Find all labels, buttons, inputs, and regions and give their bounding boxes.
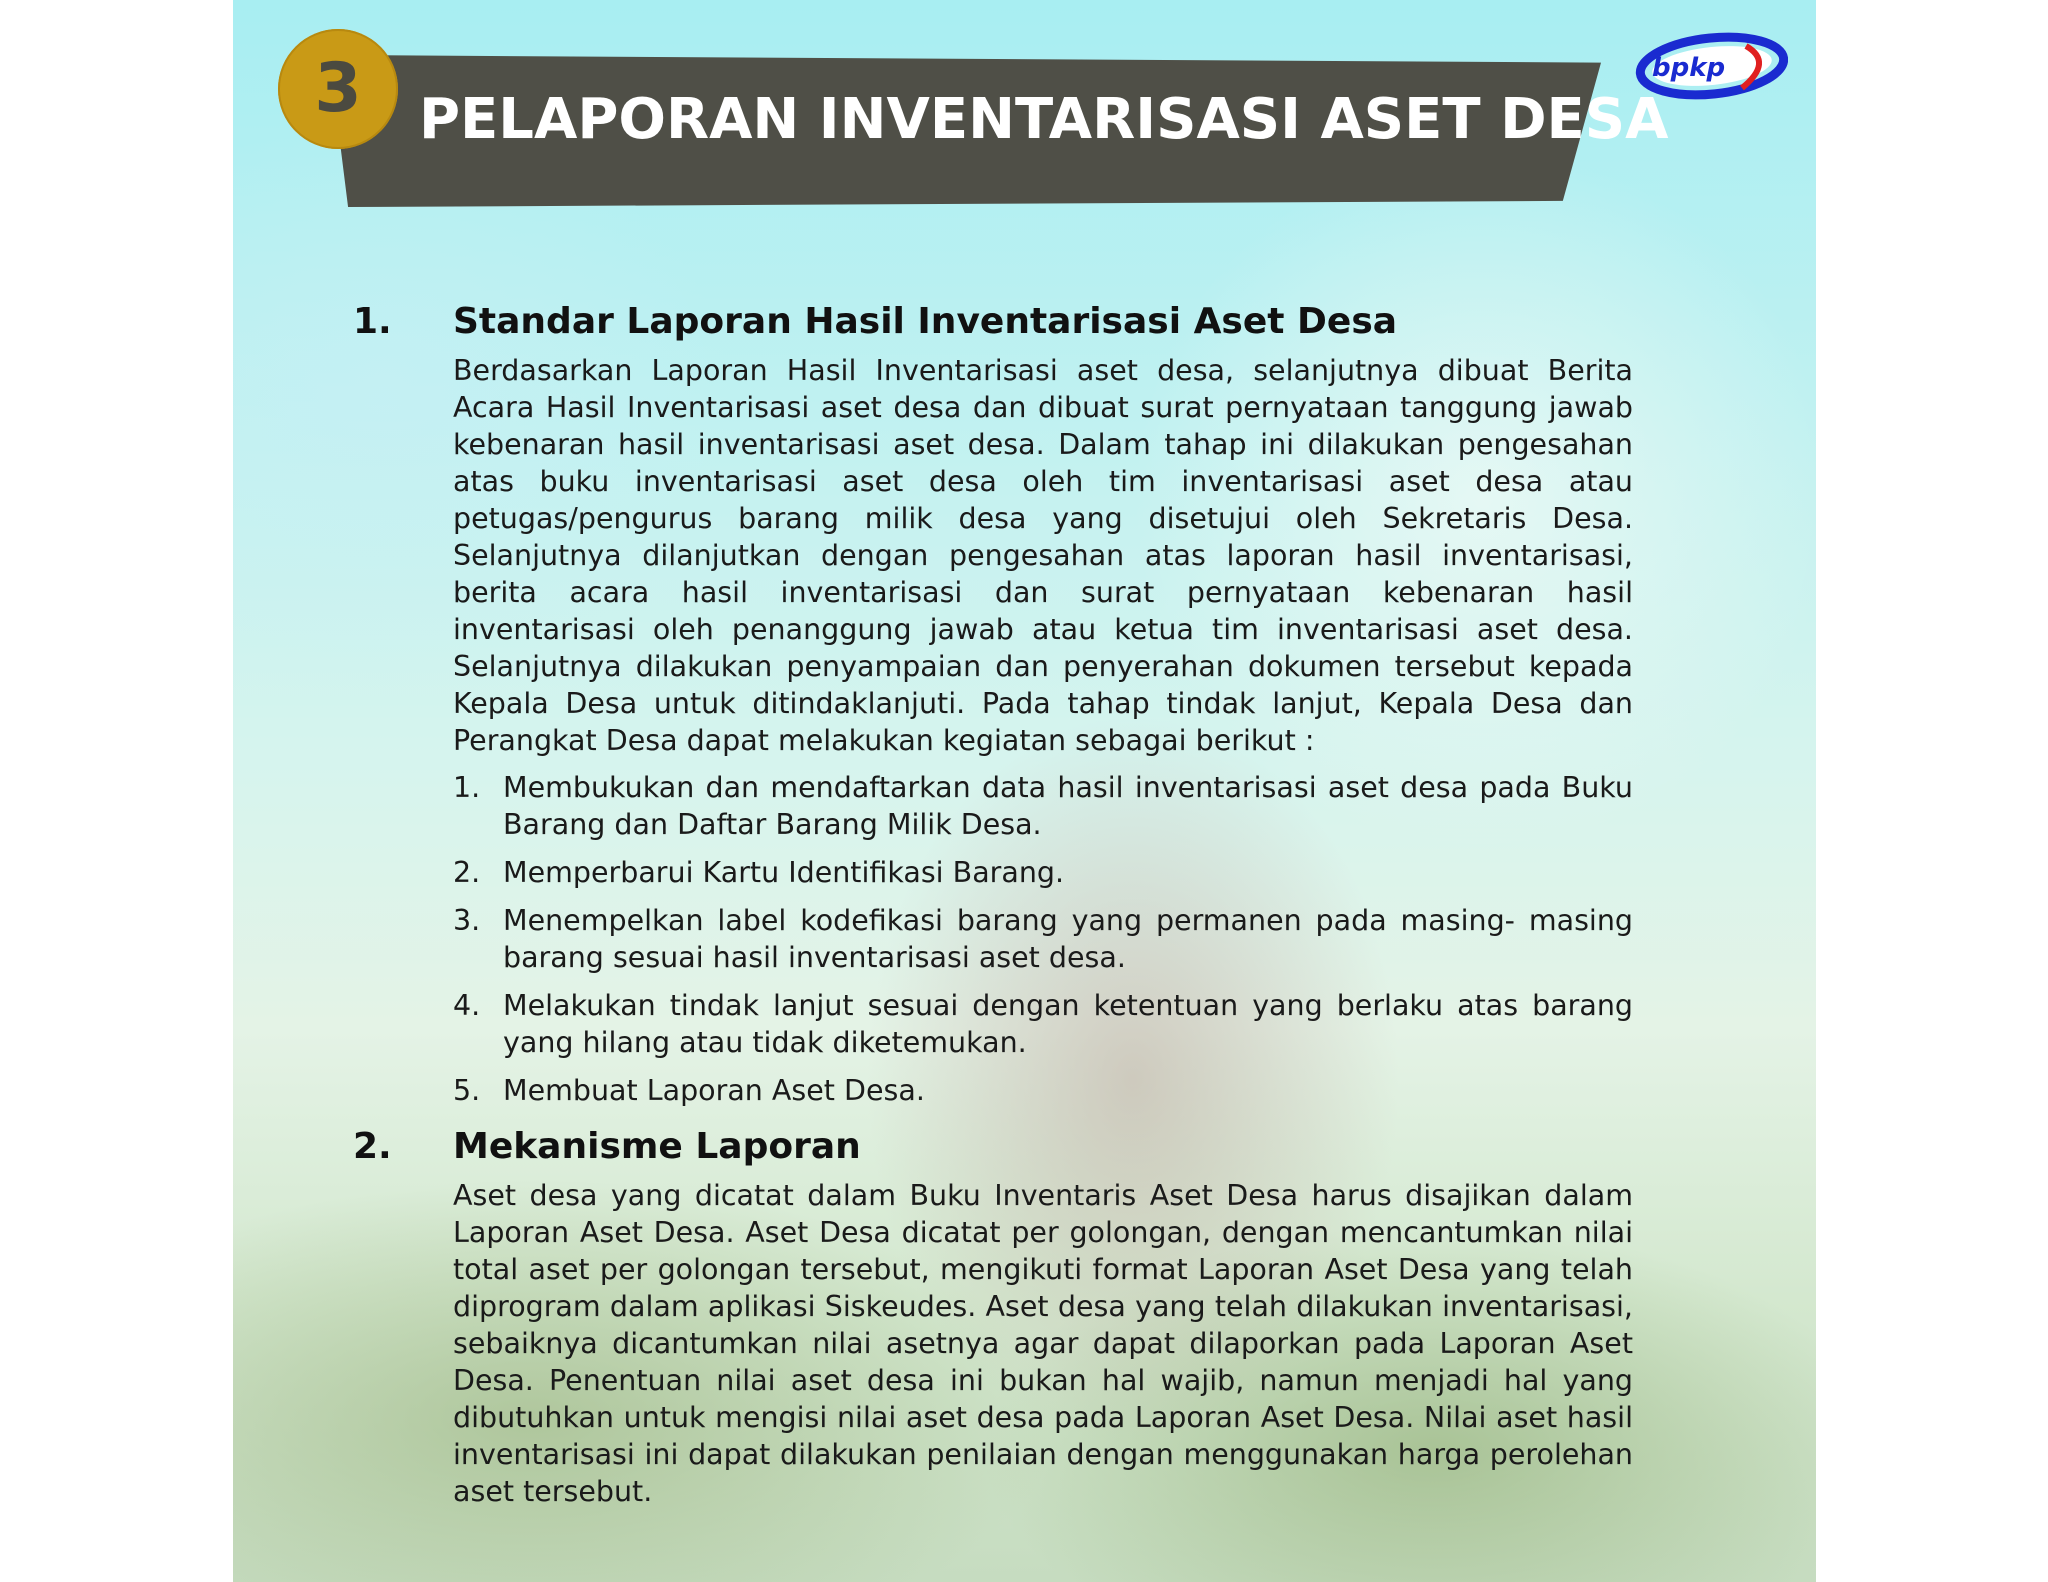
logo-text: bpkp — [1652, 53, 1726, 83]
list-item — [453, 854, 1633, 891]
chapter-badge: 3 — [278, 29, 398, 149]
section-mekanisme-laporan — [353, 1123, 1633, 1510]
list-item-text: Menempelkan label kodefikasi barang yang permanen pada masing- masing barang sesuai hasil inventarisasi aset desa. — [503, 904, 1633, 974]
section-heading — [353, 298, 1633, 348]
section-title: Mekanisme Laporan — [453, 1126, 861, 1167]
section-number: 1. — [353, 301, 392, 342]
section-title: Standar Laporan Hasil Inventarisasi Aset Desa — [453, 301, 1398, 342]
list-item-number: 5. — [453, 1074, 481, 1107]
section-standar-laporan — [353, 298, 1633, 1109]
steps-list — [453, 769, 1633, 1109]
list-item — [453, 902, 1633, 976]
section-paragraph: Berdasarkan Laporan Hasil Inventarisasi aset desa, selanjutnya dibuat Berita Acara Hasil Inventarisasi aset desa dan dibuat surat pernyataan tanggung jawab kebenaran hasil inventarisasi aset desa. Dalam tahap ini dilakukan pengesahan atas buku inventarisasi aset desa oleh tim inventarisasi aset desa atau petugas/pengurus barang milik desa yang disetujui oleh Sekretaris Desa. Selanjutnya dilanjutkan dengan pengesahan atas laporan hasil inventarisasi, berita acara hasil inventarisasi dan surat pernyataan kebenaran hasil inventarisasi oleh penanggung jawab atau ketua tim inventarisasi aset desa. Selanjutnya dilakukan penyampaian dan penyerahan dokumen tersebut kepada Kepala Desa untuk ditindaklanjuti. Pada tahap tindak lanjut, Kepala Desa dan Perangkat Desa dapat melakukan kegiatan sebagai berikut : — [453, 354, 1633, 757]
bpkp-logo-icon — [1634, 32, 1788, 100]
document-page — [233, 0, 1816, 1582]
list-item-text: Membuat Laporan Aset Desa. — [503, 1074, 925, 1107]
list-item-text: Melakukan tindak lanjut sesuai dengan ketentuan yang berlaku atas barang yang hilang atau tidak diketemukan. — [503, 989, 1633, 1059]
list-item-number: 2. — [453, 856, 481, 889]
list-item — [453, 987, 1633, 1061]
main-content — [353, 298, 1633, 1510]
list-item-text: Memperbarui Kartu Identifikasi Barang. — [503, 856, 1065, 889]
list-item-text: Membukukan dan mendaftarkan data hasil inventarisasi aset desa pada Buku Barang dan Daftar Barang Milik Desa. — [503, 771, 1633, 841]
list-item — [453, 769, 1633, 843]
section-number: 2. — [353, 1126, 392, 1167]
list-item — [453, 1072, 1633, 1109]
list-item-number: 3. — [453, 904, 481, 937]
page-title: PELAPORAN INVENTARISASI ASET DESA — [419, 87, 1669, 152]
list-item-number: 4. — [453, 989, 481, 1022]
section-heading — [353, 1123, 1633, 1173]
list-item-number: 1. — [453, 771, 481, 804]
section-paragraph: Aset desa yang dicatat dalam Buku Inventaris Aset Desa harus disajikan dalam Laporan Aset Desa. Aset Desa dicatat per golongan, dengan mencantumkan nilai total aset per golongan tersebut, mengikuti format Laporan Aset Desa yang telah diprogram dalam aplikasi Siskeudes. Aset desa yang telah dilakukan inventarisasi, sebaiknya dicantumkan nilai asetnya agar dapat dilaporkan pada Laporan Aset Desa. Penentuan nilai aset desa ini bukan hal wajib, namun menjadi hal yang dibutuhkan untuk mengisi nilai aset desa pada Laporan Aset Desa. Nilai aset hasil inventarisasi ini dapat dilakukan penilaian dengan menggunakan harga perolehan aset tersebut. — [453, 1179, 1633, 1508]
